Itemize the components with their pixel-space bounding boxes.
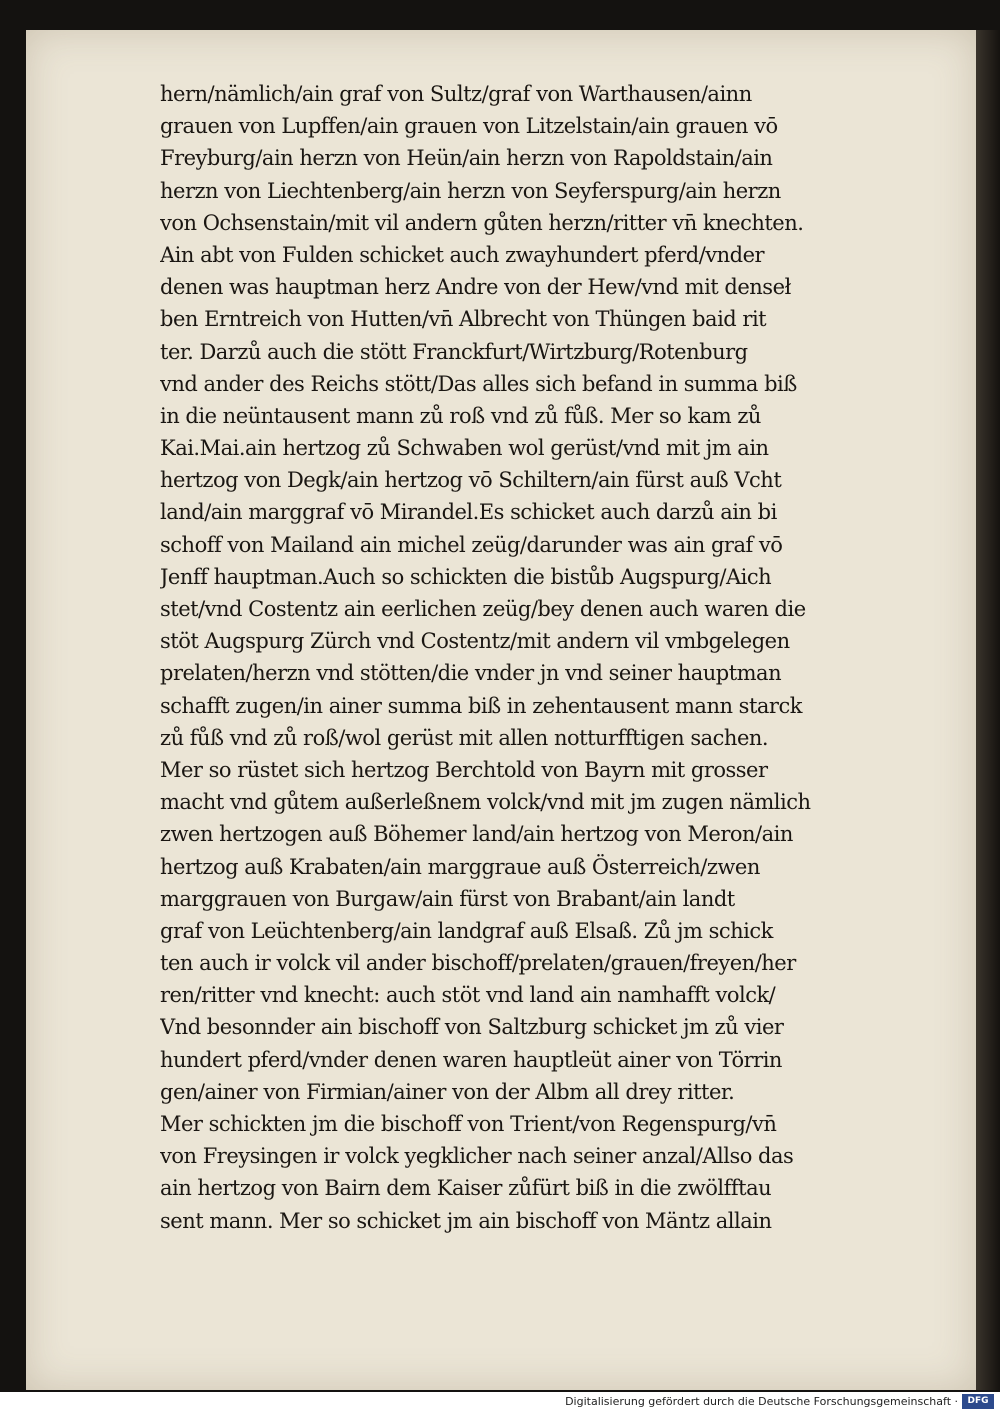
text-line: stöt Augspurg Zürch vnd Costentz/mit andern vil vmbgelegen — [160, 629, 790, 654]
text-line: ain hertzog von Bairn dem Kaiser zůfürt biß in die zwölfftau — [160, 1176, 772, 1201]
text-line: macht vnd gůtem außerleßnem volck/vnd mit jm zugen nämlich — [160, 790, 811, 815]
text-line: in die neüntausent mann zů roß vnd zů fůß. Mer so kam zů — [160, 403, 761, 428]
text-line: Mer so rüstet sich hertzog Berchtold von Bayrn mit grosser — [160, 757, 768, 782]
text-line: grauen von Lupffen/ain grauen von Litzelstain/ain grauen vō — [160, 114, 778, 139]
funding-credit: Digitalisierung gefördert durch die Deutsche Forschungsgemeinschaft · — [565, 1395, 958, 1408]
text-line: marggrauen von Burgaw/ain fürst von Brabant/ain landt — [160, 886, 735, 911]
text-line: ben Erntreich von Hutten/vn̄ Albrecht von Thüngen baid rit — [160, 307, 767, 332]
text-line: gen/ainer von Firmian/ainer von der Albm all drey ritter. — [160, 1079, 735, 1104]
text-line: von Ochsenstain/mit vil andern gůten herzn/ritter vn̄ knechten. — [160, 210, 804, 235]
text-line: Vnd besonnder ain bischoff von Saltzburg schicket jm zů vier — [160, 1015, 784, 1040]
text-line: stet/vnd Costentz ain eerlichen zeüg/bey denen auch waren die — [160, 597, 806, 621]
text-line: land/ain marggraf vō Mirandel.Es schicket auch darzů ain bi — [160, 500, 777, 525]
text-line: Jenff hauptman.Auch so schickten die bistůb Augspurg/Aich — [160, 564, 772, 589]
text-line: Kai.Mai.ain hertzog zů Schwaben wol gerüst/vnd mit jm ain — [160, 436, 769, 461]
text-line: Freyburg/ain herzn von Heün/ain herzn von Rapoldstain/ain — [160, 146, 773, 171]
text-line: ter. Darzů auch die stött Franckfurt/Wirtzburg/Rotenburg — [160, 339, 748, 364]
footer-bar — [0, 1392, 1000, 1412]
text-line: zwen hertzogen auß Böhemer land/ain hertzog von Meron/ain — [160, 822, 793, 847]
dfg-logo[interactable]: DFG — [962, 1394, 994, 1409]
text-line: ten auch ir volck vil ander bischoff/prelaten/grauen/freyen/her — [160, 951, 796, 976]
text-line: ren/ritter vnd knecht: auch stöt vnd land ain namhafft volck/ — [160, 983, 776, 1008]
text-line: schafft zugen/in ainer summa biß in zehentausent mann starck — [160, 693, 802, 718]
text-line: graf von Leüchtenberg/ain landgraf auß Elsaß. Zů jm schick — [160, 918, 773, 943]
text-line: Mer schickten jm die bischoff von Trient/von Regenspurg/vn̄ — [160, 1112, 777, 1136]
text-line: prelaten/herzn vnd stötten/die vnder jn vnd seiner hauptman — [160, 661, 782, 686]
text-line: von Freysingen ir volck yegklicher nach seiner anzal/Allso das — [160, 1144, 794, 1169]
text-line: Ain abt von Fulden schicket auch zwayhundert pferd/vnder — [160, 242, 765, 267]
text-line: schoff von Mailand ain michel zeüg/darunder was ain graf vō — [160, 532, 783, 557]
page-text — [160, 78, 920, 1237]
text-line: zů fůß vnd zů roß/wol gerüst mit allen notturfftigen sachen. — [160, 725, 769, 750]
page-edge — [976, 30, 1000, 1390]
text-line: hern/nämlich/ain graf von Sultz/graf von Warthausen/ainn — [160, 82, 752, 106]
text-line: hertzog von Degk/ain hertzog vō Schiltern/ain fürst auß Vcht — [160, 468, 782, 493]
text-line: vnd ander des Reichs stött/Das alles sich befand in summa biß — [160, 371, 797, 396]
text-line: denen was hauptman herz Andre von der Hew/vnd mit denseł — [160, 275, 791, 300]
text-line: hundert pferd/vnder denen waren hauptleüt ainer von Törrin — [160, 1047, 782, 1072]
text-line: sent mann. Mer so schicket jm ain bischoff von Mäntz allain — [160, 1208, 772, 1233]
text-line: hertzog auß Krabaten/ain marggraue auß Österreich/zwen — [160, 854, 760, 879]
text-line: herzn von Liechtenberg/ain herzn von Seyferspurg/ain herzn — [160, 178, 781, 203]
